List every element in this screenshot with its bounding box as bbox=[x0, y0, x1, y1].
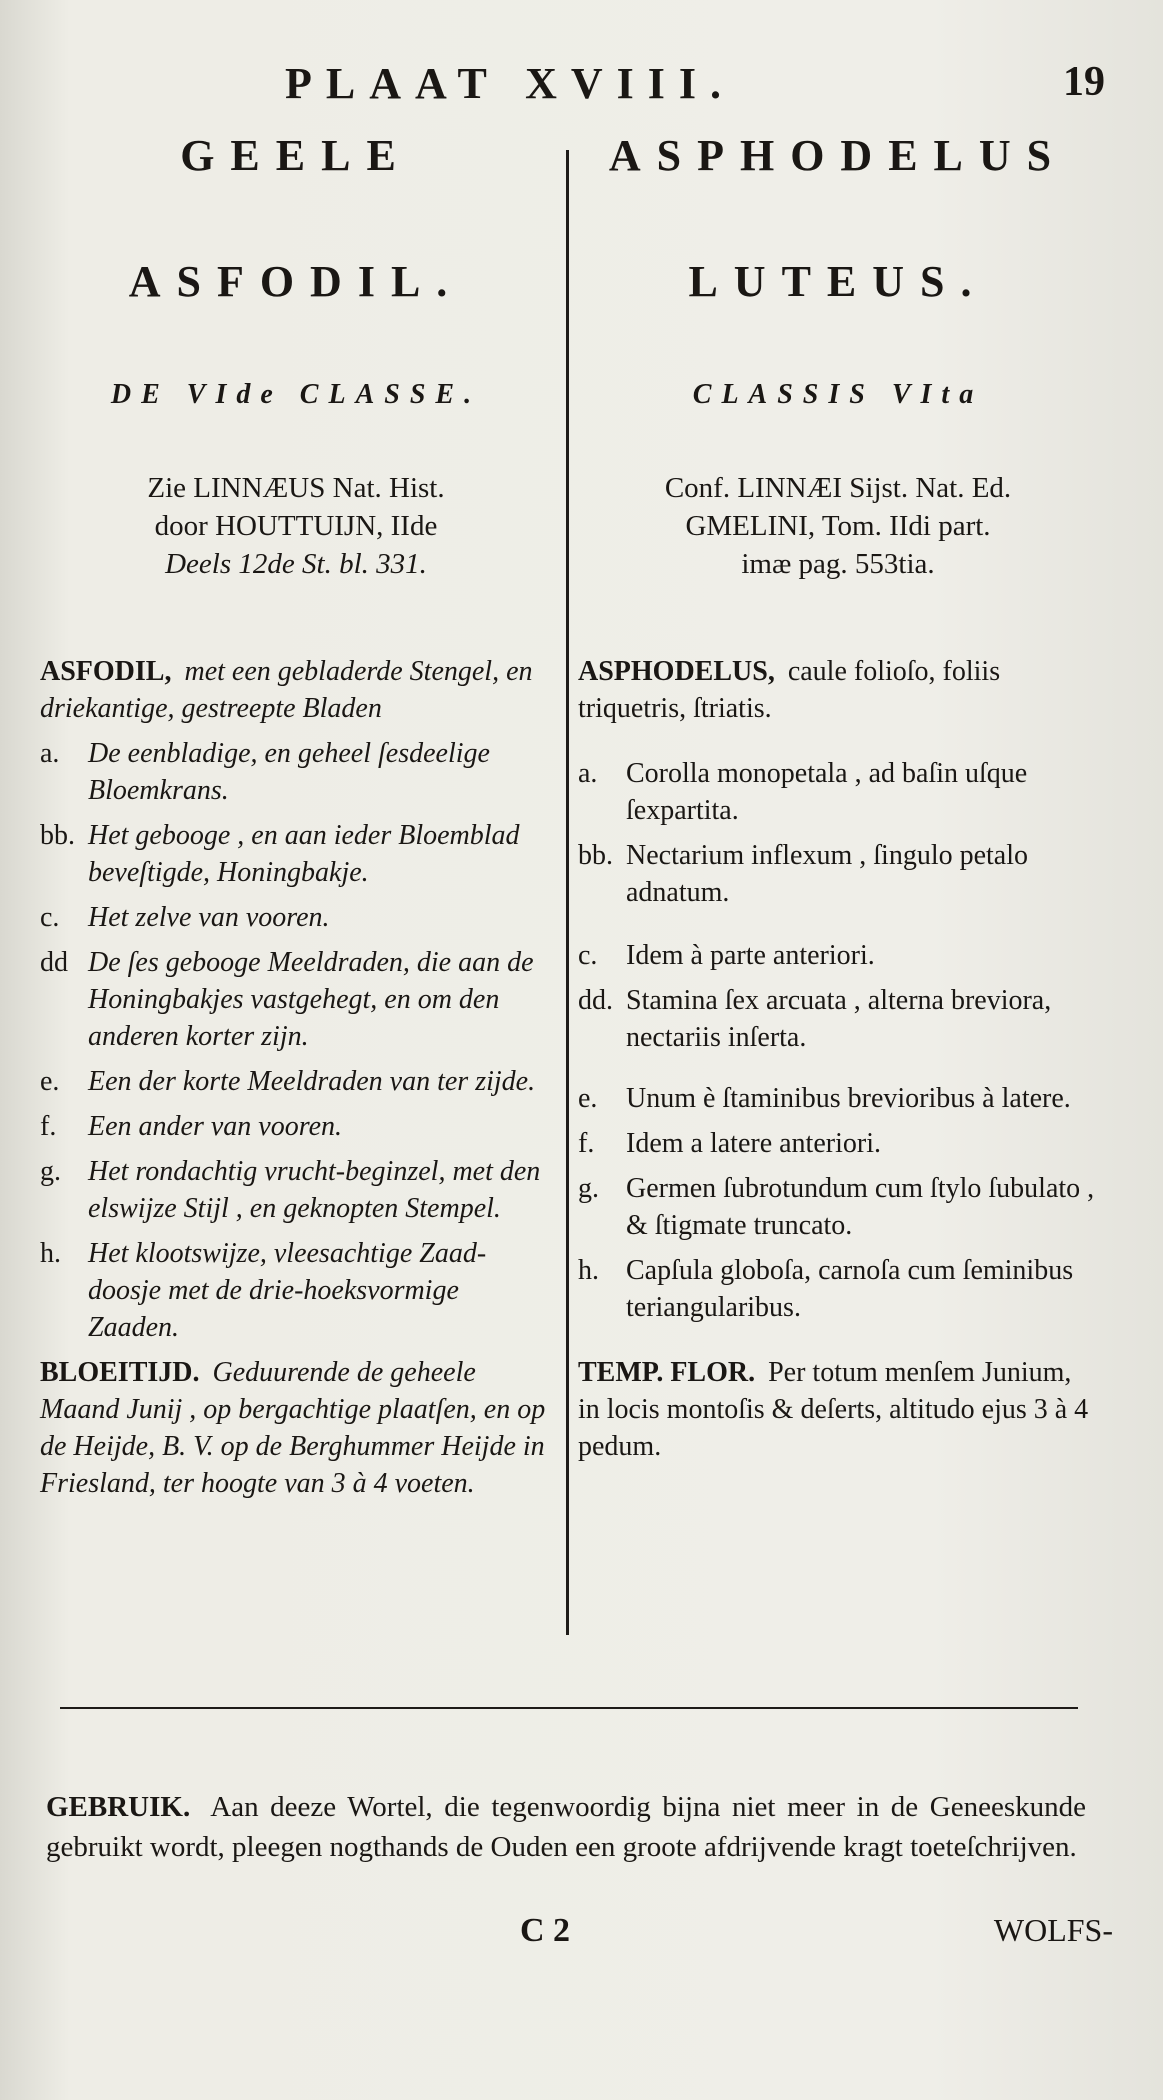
dutch-reference bbox=[40, 469, 552, 583]
entry-text: Een ander van vooren. bbox=[88, 1111, 342, 1142]
entry-label: h. bbox=[578, 1255, 599, 1286]
latin-reference-line: Conf. LINNÆI Sijst. Nat. Ed. bbox=[664, 472, 1012, 504]
list-item bbox=[40, 1153, 552, 1227]
entry-text: De eenbladige, en geheel ſesdeelige Bloemkrans. bbox=[88, 738, 490, 806]
entry-text: Idem a latere anteriori. bbox=[626, 1128, 881, 1159]
entry-text: Het klootswijze, vleesachtige Zaad-doosje met de drie-hoeksvormige Zaaden. bbox=[88, 1238, 487, 1343]
dutch-title-line2: ASFODIL. bbox=[128, 257, 464, 306]
dutch-entries bbox=[40, 653, 552, 1502]
entry-label: bb. bbox=[578, 840, 613, 871]
entry-label: e. bbox=[578, 1083, 598, 1114]
list-item bbox=[578, 1125, 1098, 1162]
entry-label: f. bbox=[40, 1111, 57, 1142]
entry-text: Unum è ſtaminibus brevioribus à latere. bbox=[626, 1083, 1071, 1114]
list-item bbox=[40, 735, 552, 809]
entry-text: De ſes gebooge Meeldraden, die aan de Honingbakjes vastgehegt, en om den anderen korter zijn. bbox=[88, 947, 534, 1052]
entry-text: Het zelve van vooren. bbox=[88, 902, 330, 933]
entry-text: Stamina ſex arcuata , alterna breviora, nectariis inſerta. bbox=[626, 985, 1052, 1053]
entry-label: h. bbox=[40, 1238, 61, 1269]
entry-label: f. bbox=[578, 1128, 595, 1159]
catchword: WOLFS- bbox=[993, 1912, 1113, 1948]
latin-entries bbox=[578, 653, 1098, 1465]
entry-label: BLOEITIJD. bbox=[40, 1357, 200, 1388]
entry-text: Corolla monopetala , ad baſin uſque ſexpartita. bbox=[626, 758, 1028, 826]
entry-label: c. bbox=[40, 902, 60, 933]
list-item bbox=[40, 1108, 552, 1145]
signature-mark: C 2 bbox=[520, 1912, 571, 1949]
latin-reference-line: GMELINI, Tom. IIdi part. bbox=[685, 510, 991, 542]
list-item bbox=[578, 755, 1098, 829]
list-item bbox=[578, 1170, 1098, 1244]
list-item bbox=[578, 937, 1098, 974]
entry-text: met een gebladerde Stengel, en driekantige, gestreepte Bladen bbox=[40, 656, 533, 724]
list-item bbox=[40, 653, 552, 727]
page-header bbox=[285, 58, 1105, 109]
entry-label: g. bbox=[578, 1173, 599, 1204]
list-item bbox=[40, 944, 552, 1055]
usage-label: GEBRUIK. bbox=[46, 1791, 191, 1823]
entry-label: dd. bbox=[578, 985, 613, 1016]
entry-text: Germen ſubrotundum cum ſtylo ſubulato , & ſtigmate truncato. bbox=[626, 1173, 1095, 1241]
plate-title: PLAAT XVIII. bbox=[285, 59, 735, 108]
latin-title-line1: ASPHODELUS bbox=[608, 131, 1068, 180]
usage-paragraph bbox=[46, 1787, 1086, 1867]
entry-text: Geduurende de geheele Maand Junij , op bergachtige plaatſen, en op de Heijde, B. V. op de Berghummer Heijde in Friesland, ter hoogte van 3 à 4 voeten. bbox=[40, 1357, 546, 1499]
entry-label: e. bbox=[40, 1066, 60, 1097]
list-item bbox=[40, 899, 552, 936]
latin-reference-line: imæ pag. 553tia. bbox=[741, 548, 935, 580]
dutch-reference-line: Deels 12de St. bl. 331. bbox=[165, 548, 427, 580]
entry-text: Het gebooge , en aan ieder Bloemblad beveſtigde, Honingbakje. bbox=[88, 820, 520, 888]
latin-title-line2: LUTEUS. bbox=[688, 257, 988, 306]
column-divider bbox=[566, 150, 569, 1635]
latin-reference bbox=[578, 469, 1098, 583]
entry-label: c. bbox=[578, 940, 598, 971]
dutch-reference-line: Zie LINNÆUS Nat. Hist. bbox=[147, 472, 445, 504]
latin-column bbox=[578, 130, 1098, 1473]
entry-label: dd bbox=[40, 947, 68, 978]
entry-text: Idem à parte anteriori. bbox=[626, 940, 875, 971]
list-item bbox=[40, 1063, 552, 1100]
entry-text: Nectarium inflexum , ſingulo petalo adnatum. bbox=[626, 840, 1029, 908]
entry-label: a. bbox=[578, 758, 598, 789]
entry-text: Capſula globoſa, carnoſa cum ſeminibus teriangularibus. bbox=[626, 1255, 1074, 1323]
entry-text: Een der korte Meeldraden van ter zijde. bbox=[88, 1066, 536, 1097]
list-item bbox=[40, 1354, 552, 1502]
entry-label: bb. bbox=[40, 820, 75, 851]
entry-text: caule folioſo, foliis triquetris, ſtriatis. bbox=[578, 656, 1001, 724]
entry-text: Het rondachtig vrucht-beginzel, met den elswijze Stijl , en geknopten Stempel. bbox=[88, 1156, 541, 1224]
list-item bbox=[578, 982, 1098, 1056]
list-item bbox=[578, 653, 1098, 727]
entry-text: Per totum menſem Junium, in locis montoſis & deſerts, altitudo ejus 3 à 4 pedum. bbox=[578, 1357, 1089, 1462]
dutch-title-line1: GEELE bbox=[180, 131, 412, 180]
list-item bbox=[578, 1080, 1098, 1117]
entry-label: a. bbox=[40, 738, 60, 769]
list-item bbox=[578, 837, 1098, 911]
dutch-reference-line: door HOUTTUIJN, IIde bbox=[154, 510, 438, 542]
entry-label: ASFODIL, bbox=[40, 656, 172, 687]
list-item bbox=[578, 1354, 1098, 1465]
dutch-class: DE VIde CLASSE. bbox=[110, 379, 482, 410]
entry-label: ASPHODELUS, bbox=[578, 656, 775, 687]
list-item bbox=[40, 1235, 552, 1346]
entry-label: g. bbox=[40, 1156, 61, 1187]
page-number: 19 bbox=[1063, 59, 1105, 105]
list-item bbox=[578, 1252, 1098, 1326]
usage-text: Aan deeze Wortel, die tegenwoordig bijna niet meer in de Geneeskunde gebruikt wordt, pleegen nogthands de Ouden een groote afdrijvende kragt toeteſchrijven. bbox=[46, 1791, 1086, 1863]
dutch-column bbox=[40, 130, 552, 1510]
horizontal-rule bbox=[60, 1707, 1078, 1709]
list-item bbox=[40, 817, 552, 891]
latin-class: CLASSIS VIta bbox=[692, 379, 984, 410]
entry-label: TEMP. FLOR. bbox=[578, 1357, 756, 1388]
